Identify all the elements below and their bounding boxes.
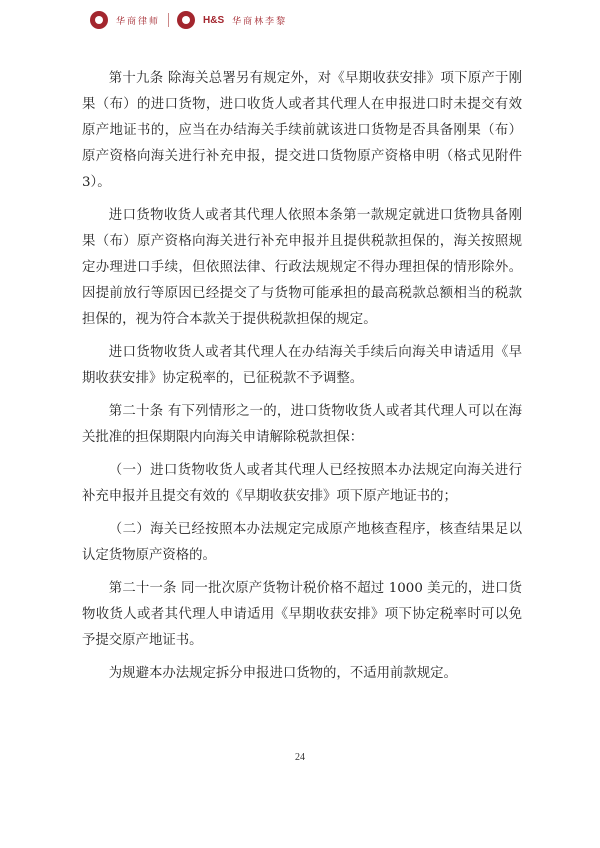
huashang-logo-icon — [90, 11, 108, 29]
logo-divider — [168, 13, 169, 27]
paragraph: 第二十一条 同一批次原产货物计税价格不超过 1000 美元的，进口货物收货人或者其代理人申请适用《早期收获安排》项下协定税率时可以免予提交原产地证书。 — [82, 581, 522, 648]
paragraph: （二）海关已经按照本办法规定完成原产地核查程序，核查结果足以认定货物原产资格的。 — [82, 522, 522, 563]
logo2-text: 华商林李黎 — [232, 16, 288, 27]
hs-logo-icon — [177, 11, 195, 29]
paragraph: 为规避本办法规定拆分申报进口货物的，不适用前款规定。 — [108, 666, 457, 681]
page-number: 24 — [295, 752, 305, 763]
paragraph: 进口货物收货人或者其代理人在办结海关手续后向海关申请适用《早期收获安排》协定税率的，已征税款不予调整。 — [82, 345, 522, 386]
paragraph: （一）进口货物收货人或者其代理人已经按照本办法规定向海关进行补充申报并且提交有效的《早期收获安排》项下原产地证书的； — [82, 463, 522, 504]
paragraph: 第二十条 有下列情形之一的，进口货物收货人或者其代理人可以在海关批准的担保期限内向海关申请解除税款担保： — [82, 404, 522, 445]
document-body — [82, 66, 522, 694]
logo1-text: 华商律师 — [116, 16, 161, 27]
paragraph: 第十九条 除海关总署另有规定外，对《早期收获安排》项下原产于刚果（布）的进口货物，进口收货人或者其代理人在申报进口时未提交有效原产地证书的，应当在办结海关手续前就该进口货物是否具备刚果（布）原产资格向海关进行补充申报，提交进口货物原产资格申明（格式见附件 3）。 — [82, 71, 522, 190]
logo2-name: H&S — [203, 14, 225, 26]
paragraph: 进口货物收货人或者其代理人依照本条第一款规定就进口货物具备刚果（布）原产资格向海关进行补充申报并且提供税款担保的，海关按照规定办理进口手续，但依照法律、行政法规规定不得办理担保的情形除外。因提前放行等原因已经提交了与货物可能承担的最高税款总额相当的税款担保的，视为符合本款关于提供税款担保的规定。 — [82, 208, 522, 327]
page-header — [90, 8, 287, 32]
